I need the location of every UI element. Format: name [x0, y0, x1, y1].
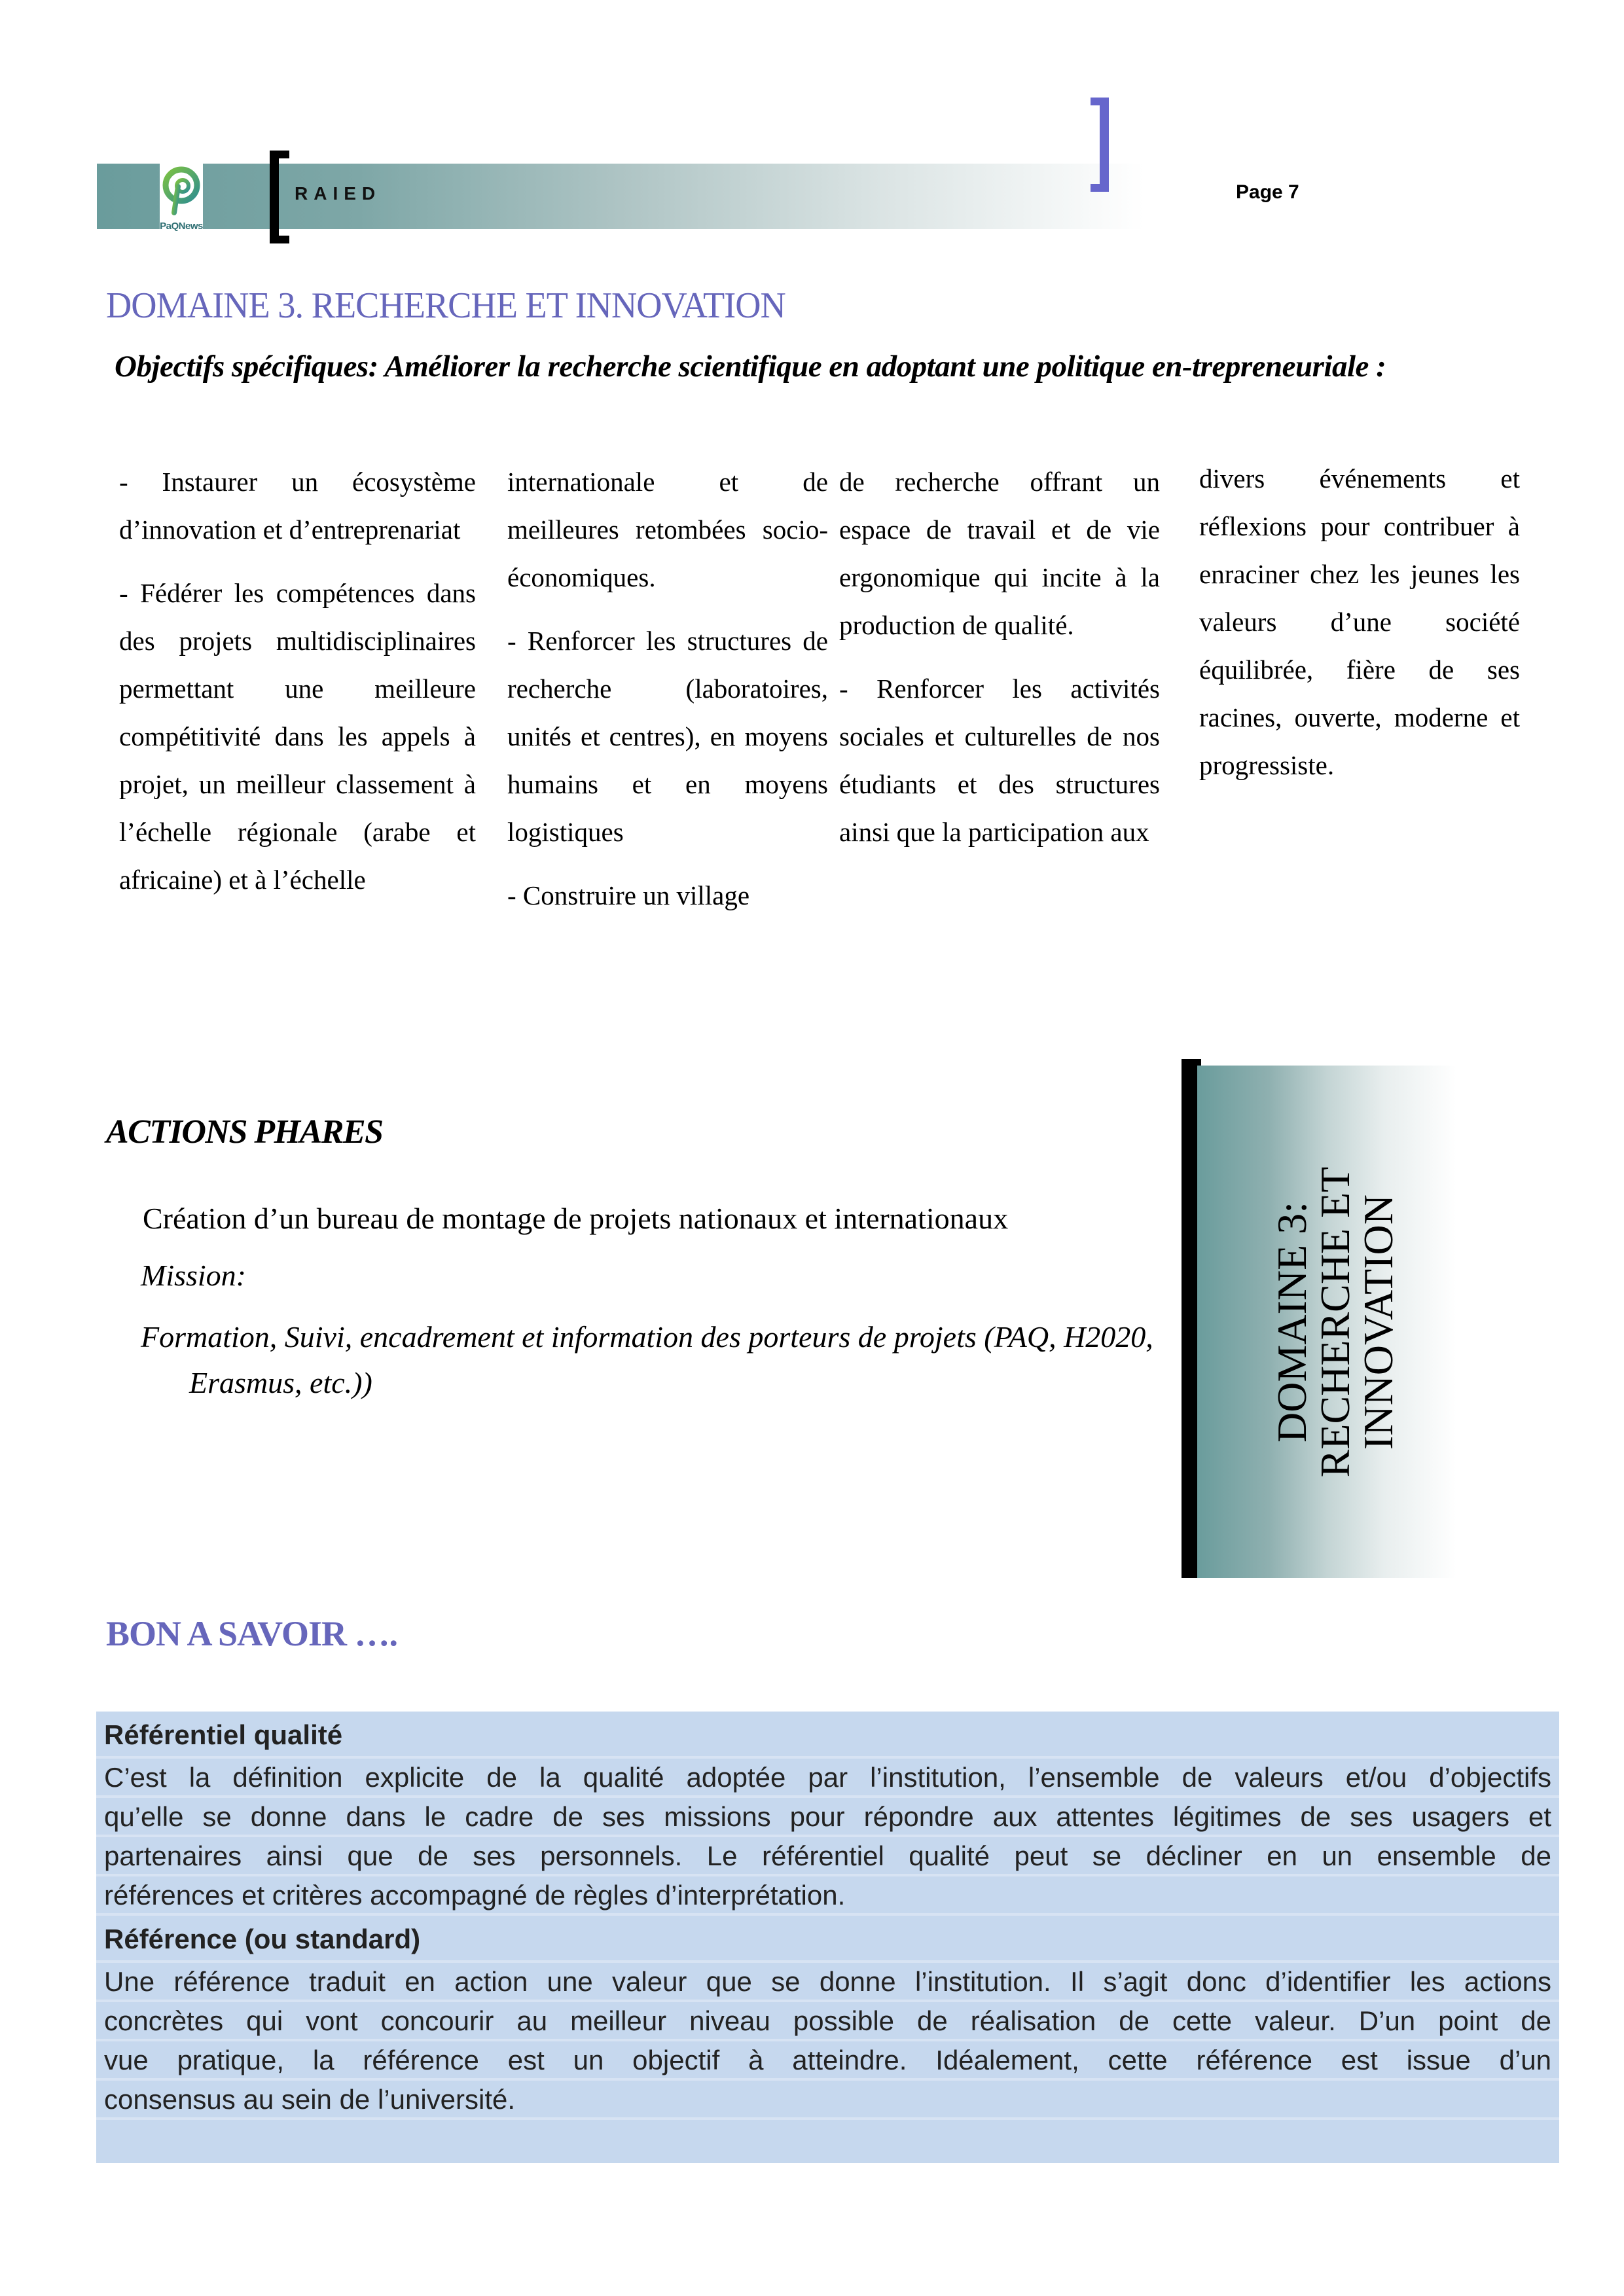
paqnews-logo-icon — [162, 164, 200, 217]
section-line: partenaires ainsi que de ses personnels. Le référentiel qualité peut se décliner en un ensemble de — [96, 1837, 1559, 1876]
right-bracket-decoration — [1100, 98, 1109, 192]
section-heading: Référence (ou standard) — [96, 1916, 1559, 1963]
paragraph: - Construire un village — [507, 880, 750, 910]
section-line: concrètes qui vont concourir au meilleur niveau possible de réalisation de cette valeur. D’un point de — [96, 2002, 1559, 2041]
section-line: C’est la définition explicite de la qualité adoptée par l’institution, l’ensemble de valeurs et/ou d’objectifs — [96, 1759, 1559, 1798]
column-4 — [1199, 455, 1520, 805]
column-2 — [507, 458, 828, 935]
actions-title: ACTIONS PHARES — [106, 1113, 383, 1151]
info-box — [96, 1712, 1559, 2163]
paragraph: - Renforcer les activités sociales et culturelles de nos étudiants et des structures ainsi que la participation aux — [839, 673, 1160, 847]
column-1 — [119, 458, 476, 920]
paragraph: divers événements et réflexions pour contribuer à enraciner chez les jeunes les valeurs d’une société équilibrée, fière de ses racines, ouverte, moderne et progressiste. — [1199, 463, 1520, 780]
domain-title: DOMAINE 3. RECHERCHE ET INNOVATION — [106, 285, 785, 326]
paragraph: - Renforcer les structures de recherche (laboratoires, unités et centres), en moyens humains et en moyens logistiques — [507, 626, 828, 847]
section-line: qu’elle se donne dans le cadre de ses missions pour répondre aux attentes légitimes de ses usagers et — [96, 1798, 1559, 1837]
bon-a-savoir-title: BON A SAVOIR …. — [106, 1614, 398, 1653]
action-item: Création d’un bureau de montage de projets nationaux et internationaux — [143, 1202, 1009, 1235]
info-box-padding — [96, 2120, 1559, 2149]
paragraph: - Fédérer les compétences dans des projets multidisciplinaires permettant une meilleure compétitivité dans les appels à projet, un meilleur classement à l’échelle régionale (arabe et africaine) et à l’échelle — [119, 578, 476, 895]
mission-label: Mission: — [141, 1259, 246, 1292]
section-heading: Référentiel qualité — [96, 1712, 1559, 1759]
section-line: vue pratique, la référence est un objectif à atteindre. Idéalement, cette référence est issue d’un — [96, 2041, 1559, 2081]
sidebar-line-2: RECHERCHE ET — [1312, 1166, 1358, 1477]
page-number: Page 7 — [1236, 181, 1299, 203]
section-line: références et critères accompagné de règles d’interprétation. — [96, 1876, 1559, 1916]
column-3 — [839, 458, 1160, 872]
paragraph: - Instaurer un écosystème d’innovation et d’entreprenariat — [119, 467, 476, 545]
header-band — [97, 164, 1144, 229]
mission-text: Formation, Suivi, encadrement et information des porteurs de projets (PAQ, H2020, Erasmus, etc.)) — [141, 1320, 1153, 1399]
objectives-heading: Objectifs spécifiques: Améliorer la recherche scientifique en adoptant une politique en-trepreneuriale : — [115, 350, 1386, 384]
section-line: consensus au sein de l’université. — [96, 2081, 1559, 2120]
logo-text: PaQNews — [160, 221, 203, 232]
left-bracket-decoration — [270, 151, 279, 243]
paragraph: internationale et de meilleures retombées socio-économiques. — [507, 467, 828, 592]
sidebar-line-3: INNOVATION — [1355, 1194, 1401, 1450]
section-line: Une référence traduit en action une valeur que se donne l’institution. Il s’agit donc d’identifier les actions — [96, 1963, 1559, 2002]
header-title: RAIED — [295, 183, 382, 204]
sidebar-label — [1237, 1066, 1434, 1578]
paqnews-logo — [160, 156, 203, 234]
paragraph: de recherche offrant un espace de travail et de vie ergonomique qui incite à la production de qualité. — [839, 467, 1160, 640]
sidebar-line-1: DOMAINE 3: — [1269, 1201, 1315, 1443]
